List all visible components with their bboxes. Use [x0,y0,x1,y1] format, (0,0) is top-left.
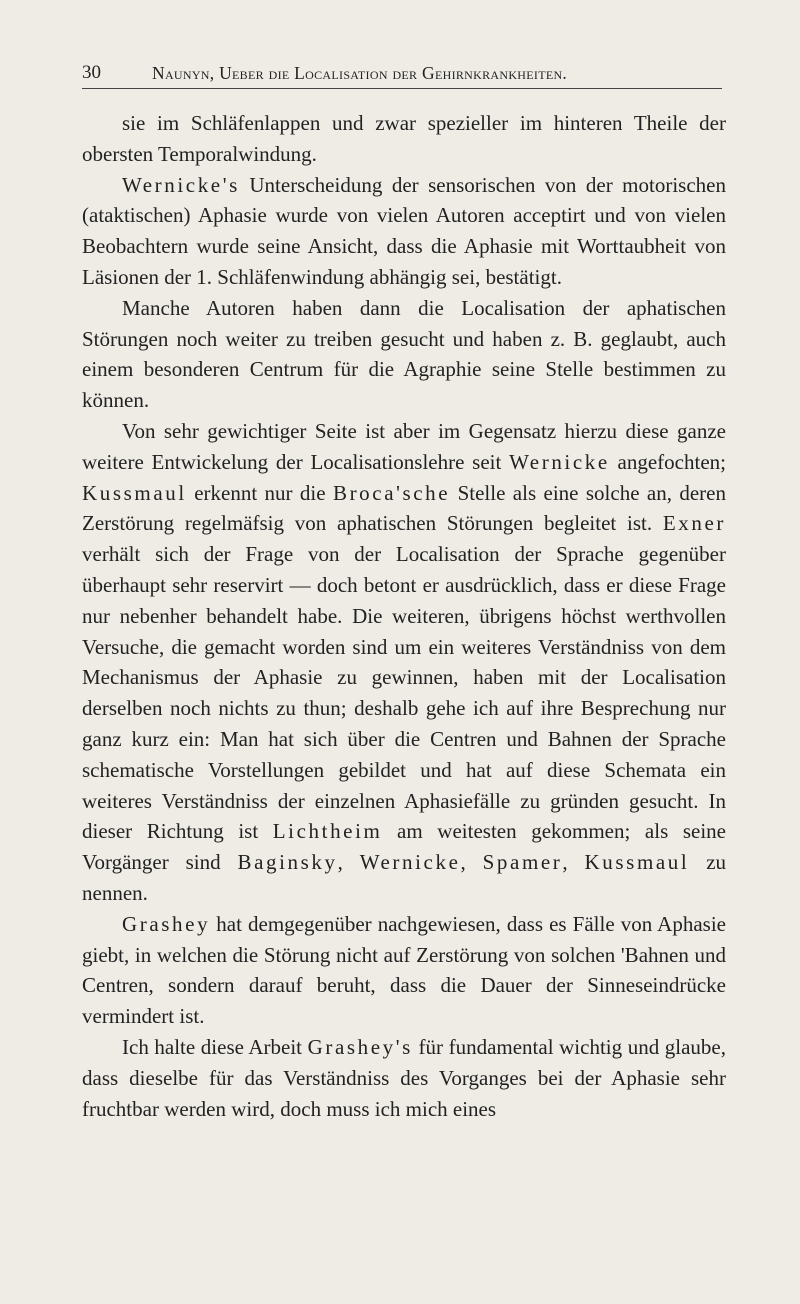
author-name: Wernicke's [122,172,240,197]
author-name: Wernicke [359,850,461,875]
text-run: Von sehr gewichtiger Seite ist aber im Gegensatz hierzu diese ganze weitere Entwickelung der Localisationslehre seit [82,418,726,474]
author-name: Lichtheim [272,819,383,844]
text-run: angefochten; [609,449,726,474]
text-run: , [562,850,585,875]
paragraph [82,293,726,416]
author-name: Grashey's [307,1034,413,1059]
page-number: 30 [82,62,101,83]
body-text [82,108,726,1124]
author-name: Grashey [122,911,211,936]
author-name: Exner [662,511,726,536]
text-run: , [337,850,360,875]
text-run: Manche Autoren haben dann die Localisation der aphatischen Störungen noch weiter zu treiben gesucht und haben z. B. geglaubt, auch einem besonderen Centrum für die Agraphie seine Stelle bestimmen zu können. [82,295,726,413]
text-run: am weitesten gekommen; als seine Vorgänger sind [82,819,726,875]
text-run: erkennt nur die [186,480,333,505]
page-header [82,60,722,89]
paragraph [82,108,726,170]
text-run: für fundamental wichtig und glaube, dass dieselbe für das Verständniss des Vorganges bei der Aphasie sehr fruchtbar werden wird, doch muss ich mich eines [82,1034,726,1121]
author-name: Broca'sche [332,480,451,505]
paragraph [82,1032,726,1124]
author-name: Kussmaul [584,850,690,875]
paragraph [82,909,726,1032]
author-name: Wernicke [509,449,610,474]
author-name: Baginsky [237,850,338,875]
text-run: Stelle als eine solche an, deren Zerstörung regelmäfsig von aphatischen Störungen begleitet ist. [82,480,726,536]
running-head: Naunyn, Ueber die Localisation der Gehirnkrankheiten. [152,63,568,83]
text-run: zu nennen. [82,850,727,905]
text-run: , [460,850,483,875]
paragraph [82,170,726,293]
paragraph [82,416,726,909]
text-run: Unterscheidung der sensorischen von der motorischen (ataktischen) Aphasie wurde von vielen Autoren acceptirt und von vielen Beobachtern wurde seine Ansicht, dass die Aphasie mit Worttaubheit von Läsionen der 1. Schläfenwindung abhängig sei, bestätigt. [82,172,726,289]
text-run: sie im Schläfenlappen und zwar spezieller im hinteren Theile der obersten Temporalwindung. [82,111,726,166]
text-run: verhält sich der Frage von der Localisation der Sprache gegenüber überhaupt sehr reservirt — doch betont er ausdrücklich, dass er diese Frage nur nebenher behandelt habe. Die weiteren, übrigens höchst werthvollen Versuche, die gemacht worden sind um ein weiteres Verständniss von dem Mechanismus der Aphasie zu gewinnen, haben mit der Localisation derselben noch nichts zu thun; deshalb gehe ich auf ihre Besprechung nur ganz kurz ein: Man hat sich über die Centren und Bahnen der Sprache schematische Vorstellungen gebildet und hat auf diese Schemata ein weiteres Verständniss der einzelnen Aphasiefälle zu gründen gesucht. In dieser Richtung ist [82,542,726,844]
text-run: Ich halte diese Arbeit [122,1034,308,1059]
text-run: hat demgegenüber nachgewiesen, dass es Fälle von Aphasie giebt, in welchen die Störung nicht auf Zerstörung von solchen 'Bahnen und Centren, sondern darauf beruht, dass die Dauer der Sinneseindrücke vermindert ist. [82,911,726,1029]
author-name: Kussmaul [82,480,187,505]
author-name: Spamer [482,850,563,875]
